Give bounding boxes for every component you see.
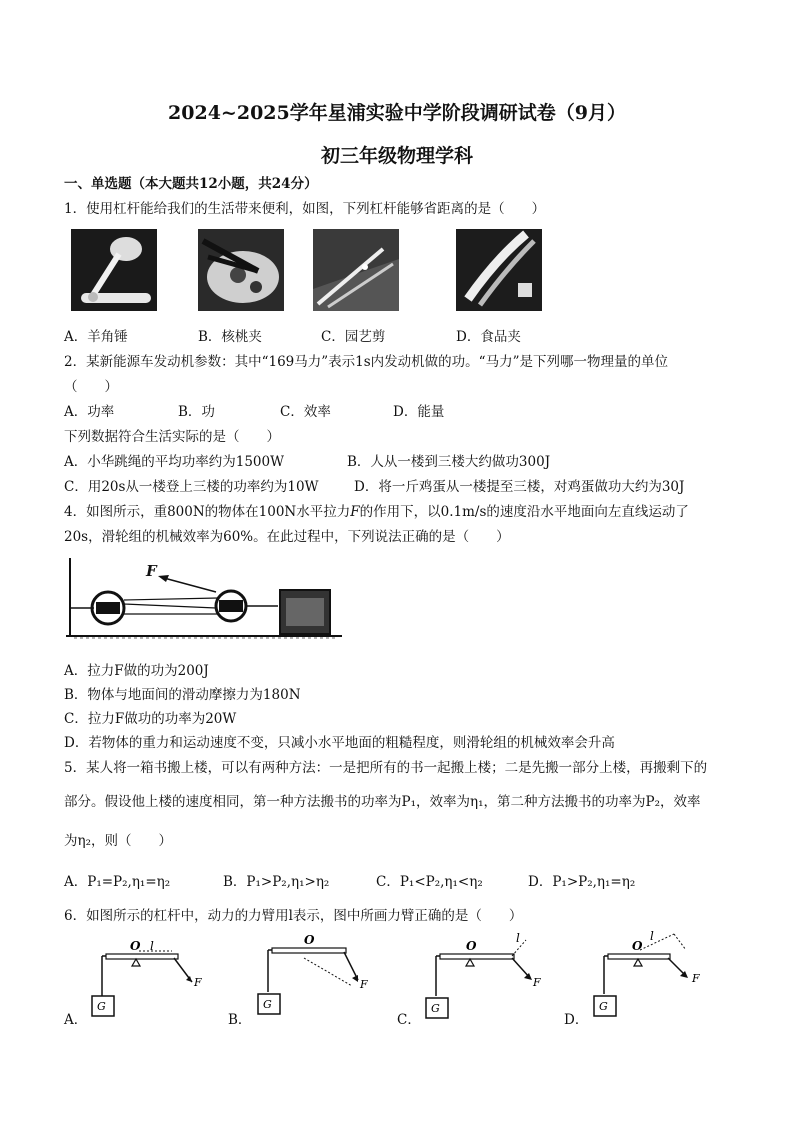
- q4-option-c[interactable]: C．拉力F做功的功率为20W: [64, 711, 237, 727]
- q1-option-a[interactable]: A．羊角锤: [64, 329, 128, 345]
- q6-lever-c: [420, 930, 545, 1020]
- q5-option-b[interactable]: B．P₁>P₂,η₁>η₂: [223, 874, 330, 890]
- svg-text:O: O: [632, 939, 643, 953]
- svg-text:O: O: [466, 939, 477, 953]
- garden-shears-photo: [313, 229, 399, 311]
- q5-option-c[interactable]: C．P₁<P₂,η₁<η₂: [376, 874, 483, 890]
- food-tongs-photo: [456, 229, 542, 311]
- claw-hammer-photo: [71, 229, 157, 311]
- pulley-diagram: [66, 556, 346, 644]
- q3-option-d[interactable]: D．将一斤鸡蛋从一楼提至三楼，对鸡蛋做功大约为30J: [354, 479, 685, 495]
- svg-text:F: F: [533, 976, 541, 989]
- force-label: F: [146, 562, 157, 580]
- svg-text:F: F: [692, 972, 700, 985]
- q3-option-a[interactable]: A．小华跳绳的平均功率约为1500W: [64, 454, 284, 470]
- q5-option-a[interactable]: A．P₁=P₂,η₁=η₂: [64, 874, 171, 890]
- svg-text:G: G: [97, 1000, 106, 1013]
- q1-option-b[interactable]: B．核桃夹: [198, 329, 262, 345]
- q5-line3: 为η₂，则（ ）: [64, 833, 172, 849]
- q6-option-d[interactable]: D．: [564, 1012, 589, 1028]
- exam-subtitle: 初三年级物理学科: [320, 145, 473, 167]
- q4-option-a[interactable]: A．拉力F做的功为200J: [64, 663, 209, 679]
- q3-option-b[interactable]: B．人从一楼到三楼大约做功300J: [347, 454, 551, 470]
- q4-option-b[interactable]: B．物体与地面间的滑动摩擦力为180N: [64, 687, 301, 703]
- q2-option-d[interactable]: D．能量: [393, 404, 445, 420]
- q1-option-d[interactable]: D．食品夹: [456, 329, 521, 345]
- svg-text:G: G: [599, 1000, 608, 1013]
- q6-stem: 6．如图所示的杠杆中，动力的力臂用l表示，图中所画力臂正确的是（ ）: [64, 908, 523, 924]
- q2-answer-paren: （ ）: [64, 379, 118, 395]
- q1-stem: 1．使用杠杆能给我们的生活带来便利，如图，下列杠杆能够省距离的是（ ）: [64, 201, 546, 217]
- svg-text:l: l: [150, 939, 154, 953]
- svg-text:l: l: [650, 929, 654, 943]
- svg-text:F: F: [194, 976, 202, 989]
- section-heading: 一、单选题（本大题共12小题，共24分）: [64, 176, 318, 192]
- q5-line1: 5．某人将一箱书搬上楼，可以有两种方法：一是把所有的书一起搬上楼；二是先搬一部分上楼，再搬剩下的: [64, 760, 708, 776]
- q2-option-a[interactable]: A．功率: [64, 404, 115, 420]
- q3-stem: 下列数据符合生活实际的是（ ）: [64, 429, 280, 445]
- exam-title: 2024~2025学年星浦实验中学阶段调研试卷（9月）: [168, 102, 626, 124]
- q4-option-d[interactable]: D．若物体的重力和运动速度不变，只减小水平地面的粗糙程度，则滑轮组的机械效率会升高: [64, 735, 615, 751]
- svg-text:O: O: [130, 939, 141, 953]
- q4-stem-line2: 20s，滑轮组的机械效率为60%。在此过程中，下列说法正确的是（ ）: [64, 529, 510, 545]
- svg-text:l: l: [516, 931, 520, 945]
- q6-lever-b: [252, 930, 377, 1020]
- q6-lever-d: [588, 928, 713, 1018]
- q4-stem-line1: 4．如图所示，重800N的物体在100N水平拉力F的作用下，以0.1m/s的速度沿水平地面向左直线运动了: [64, 504, 689, 520]
- q1-option-c[interactable]: C．园艺剪: [321, 329, 386, 345]
- svg-text:G: G: [263, 998, 272, 1011]
- q2-stem: 2．某新能源车发动机参数：其中“169马力”表示1s内发动机做的功。“马力”是下列哪一物理量的单位: [64, 354, 668, 370]
- q2-option-c[interactable]: C．效率: [280, 404, 331, 420]
- nutcracker-photo: [198, 229, 284, 311]
- q2-option-b[interactable]: B．功: [178, 404, 215, 420]
- q6-lever-a: [86, 936, 211, 1026]
- q5-option-d[interactable]: D．P₁>P₂,η₁=η₂: [528, 874, 636, 890]
- q5-line2: 部分。假设他上楼的速度相同，第一种方法搬书的功率为P₁，效率为η₁，第二种方法搬书的功率为P₂，效率: [64, 794, 701, 810]
- svg-text:G: G: [431, 1002, 440, 1015]
- q6-option-a[interactable]: A．: [64, 1012, 88, 1028]
- svg-text:F: F: [360, 978, 368, 991]
- q3-option-c[interactable]: C．用20s从一楼登上三楼的功率约为10W: [64, 479, 319, 495]
- q6-option-b[interactable]: B．: [228, 1012, 252, 1028]
- q6-option-c[interactable]: C．: [397, 1012, 421, 1028]
- svg-text:O: O: [304, 933, 315, 947]
